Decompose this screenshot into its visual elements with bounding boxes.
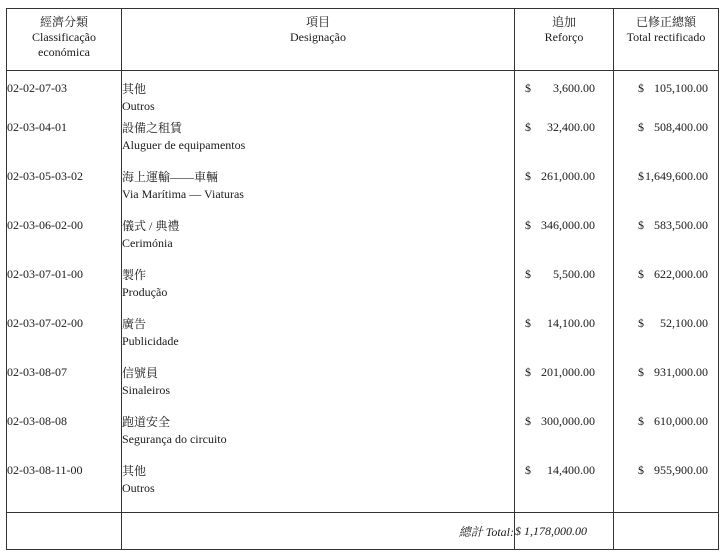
header-designation-pt: Designação	[290, 30, 346, 44]
row-reinforcement	[515, 218, 614, 267]
table-row	[7, 71, 719, 121]
header-rectified-total-pt: Total rectificado	[626, 30, 706, 44]
row-reinforcement-value: 5,500.00	[553, 267, 595, 281]
row-reinforcement-value: 346,000.00	[541, 218, 595, 232]
currency-symbol: $	[525, 267, 531, 281]
row-designation-pt: Cerimónia	[122, 236, 173, 250]
row-designation-zh: 信號員	[122, 366, 159, 380]
header-reinforcement	[515, 9, 614, 71]
row-rectified-total-value: 955,900.00	[654, 463, 708, 477]
row-designation-zh: 廣告	[122, 317, 147, 331]
row-rectified-total	[614, 218, 719, 267]
row-rectified-total	[614, 169, 719, 218]
row-designation-pt: Produção	[122, 285, 168, 299]
currency-symbol: $	[525, 169, 531, 183]
row-designation	[122, 71, 515, 121]
table-row	[7, 169, 719, 218]
row-designation	[122, 316, 515, 365]
row-rectified-total-value: 508,400.00	[654, 120, 708, 134]
row-rectified-total-value: 583,500.00	[654, 218, 708, 232]
table-row	[7, 218, 719, 267]
row-designation-pt: Outros	[122, 99, 155, 113]
header-rectified-total-zh: 已修正總額	[635, 15, 696, 29]
row-designation-pt: Outros	[122, 481, 155, 495]
row-rectified-total-value: 52,100.00	[660, 316, 708, 330]
total-empty-cell	[7, 513, 122, 550]
row-reinforcement	[515, 267, 614, 316]
row-designation	[122, 365, 515, 414]
row-designation	[122, 414, 515, 463]
row-code: 02-03-07-01-00	[7, 267, 122, 316]
table-row	[7, 316, 719, 365]
row-code: 02-03-05-03-02	[7, 169, 122, 218]
currency-symbol: $	[638, 218, 644, 232]
row-designation	[122, 218, 515, 267]
row-reinforcement	[515, 169, 614, 218]
total-row	[7, 513, 719, 550]
row-reinforcement	[515, 71, 614, 121]
row-code: 02-03-08-08	[7, 414, 122, 463]
currency-symbol: $	[638, 267, 644, 281]
header-designation-zh: 項目	[305, 15, 330, 29]
row-rectified-total-value: 610,000.00	[654, 414, 708, 428]
row-code: 02-02-07-03	[7, 71, 122, 121]
header-classification	[7, 9, 122, 71]
header-classification-zh: 經濟分類	[39, 15, 88, 29]
row-designation-pt: Via Marítima — Viaturas	[122, 187, 244, 201]
row-designation-zh: 設備之租賃	[122, 121, 183, 135]
table-row	[7, 414, 719, 463]
table-body	[7, 71, 719, 513]
row-rectified-total	[614, 414, 719, 463]
header-classification-pt1: Classificação	[32, 30, 96, 44]
currency-symbol: $	[638, 414, 644, 428]
currency-symbol: $	[638, 463, 644, 477]
header-row	[7, 9, 719, 71]
currency-symbol: $	[638, 169, 644, 183]
row-designation-pt: Publicidade	[122, 334, 179, 348]
currency-symbol: $	[638, 81, 644, 95]
row-rectified-total	[614, 365, 719, 414]
row-rectified-total-value: 105,100.00	[654, 81, 708, 95]
currency-symbol: $	[525, 463, 531, 477]
total-empty-cell-right	[614, 513, 719, 550]
row-reinforcement	[515, 365, 614, 414]
row-rectified-total	[614, 316, 719, 365]
row-designation	[122, 267, 515, 316]
row-code: 02-03-04-01	[7, 120, 122, 169]
row-rectified-total	[614, 120, 719, 169]
row-reinforcement-value: 261,000.00	[541, 169, 595, 183]
row-rectified-total-value: 622,000.00	[654, 267, 708, 281]
row-code: 02-03-06-02-00	[7, 218, 122, 267]
row-reinforcement-value: 32,400.00	[547, 120, 595, 134]
row-designation-pt: Segurança do circuito	[122, 432, 227, 446]
row-designation	[122, 120, 515, 169]
total-label: 總計 Total:	[122, 513, 515, 550]
table-row	[7, 267, 719, 316]
row-designation-zh: 其他	[122, 464, 147, 478]
row-reinforcement-value: 14,100.00	[547, 316, 595, 330]
row-designation-zh: 其他	[122, 82, 147, 96]
header-rectified-total	[614, 9, 719, 71]
row-code: 02-03-08-07	[7, 365, 122, 414]
total-value: $ 1,178,000.00	[515, 513, 614, 550]
row-rectified-total	[614, 267, 719, 316]
header-classification-pt2: económica	[38, 45, 90, 59]
row-designation-zh: 海上運輸——車輛	[122, 170, 219, 184]
currency-symbol: $	[525, 316, 531, 330]
currency-symbol: $	[525, 218, 531, 232]
currency-symbol: $	[638, 316, 644, 330]
row-reinforcement-value: 14,400.00	[547, 463, 595, 477]
currency-symbol: $	[525, 120, 531, 134]
currency-symbol: $	[638, 365, 644, 379]
header-reinforcement-zh: 追加	[551, 15, 576, 29]
row-designation	[122, 463, 515, 513]
row-designation-zh: 製作	[122, 268, 147, 282]
row-reinforcement-value: 3,600.00	[553, 81, 595, 95]
row-designation-pt: Aluguer de equipamentos	[122, 138, 246, 152]
row-designation-zh: 跑道安全	[122, 415, 171, 429]
row-designation-zh: 儀式 / 典禮	[122, 219, 180, 233]
row-rectified-total	[614, 71, 719, 121]
table-row	[7, 463, 719, 513]
header-reinforcement-pt: Reforço	[544, 30, 584, 44]
row-reinforcement	[515, 414, 614, 463]
budget-table	[6, 8, 719, 550]
row-rectified-total	[614, 463, 719, 513]
currency-symbol: $	[525, 81, 531, 95]
header-designation	[122, 9, 515, 71]
row-reinforcement-value: 300,000.00	[541, 414, 595, 428]
row-reinforcement	[515, 316, 614, 365]
row-code: 02-03-07-02-00	[7, 316, 122, 365]
table-row	[7, 120, 719, 169]
table-row	[7, 365, 719, 414]
row-rectified-total-value: 1,649,600.00	[645, 169, 708, 183]
currency-symbol: $	[525, 414, 531, 428]
row-designation-pt: Sinaleiros	[122, 383, 170, 397]
currency-symbol: $	[525, 365, 531, 379]
row-reinforcement-value: 201,000.00	[541, 365, 595, 379]
row-code: 02-03-08-11-00	[7, 463, 122, 513]
row-reinforcement	[515, 463, 614, 513]
row-designation	[122, 169, 515, 218]
row-reinforcement	[515, 120, 614, 169]
currency-symbol: $	[638, 120, 644, 134]
row-rectified-total-value: 931,000.00	[654, 365, 708, 379]
